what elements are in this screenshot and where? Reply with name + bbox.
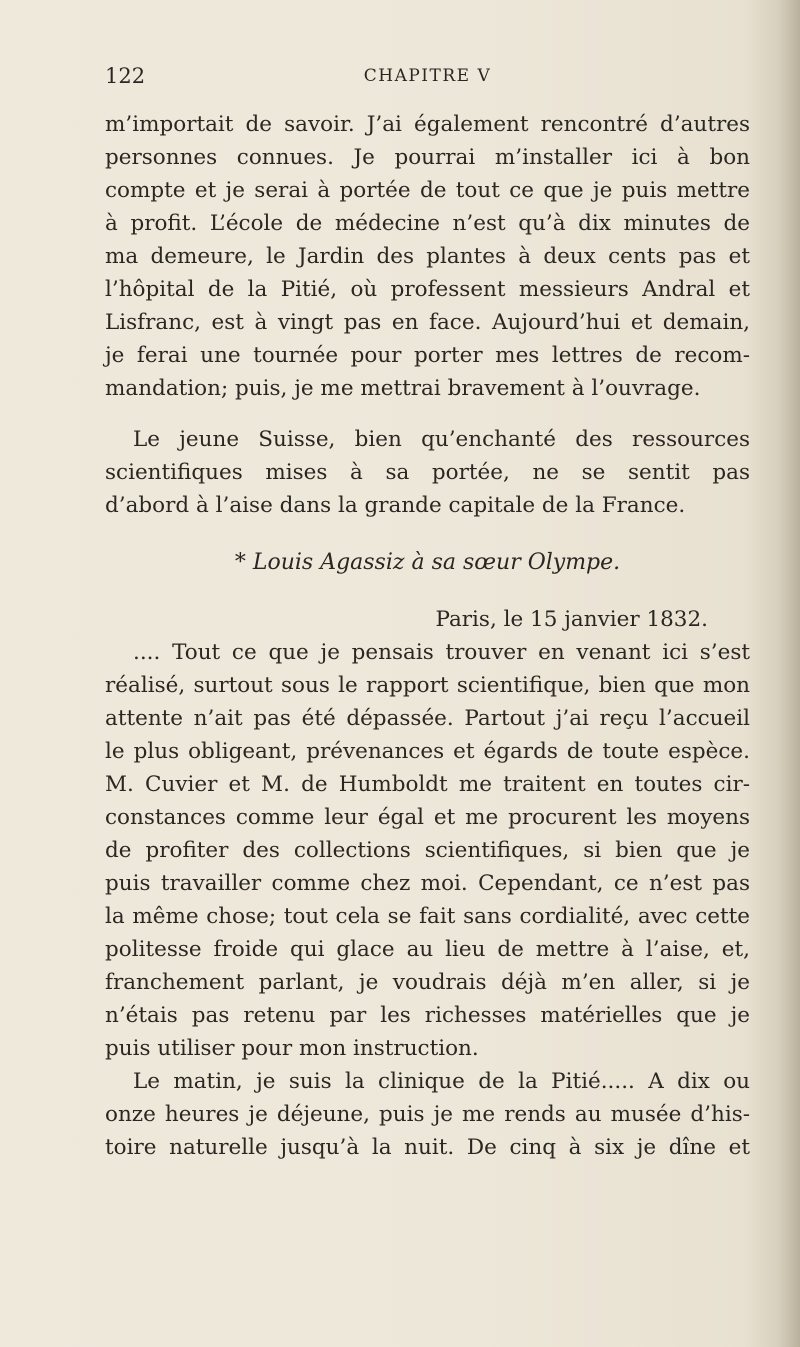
text-line: onze heures je déjeune, puis je me rends au musée d’his- (105, 1102, 750, 1127)
paragraph-4 (105, 1065, 750, 1164)
page-edge-shadow (778, 0, 800, 1347)
section-gap (105, 579, 750, 603)
text-line: M. Cuvier et M. de Humboldt me traitent en toutes cir- (105, 772, 750, 797)
text-line: n’étais pas retenu par les richesses matérielles que je (105, 1003, 750, 1028)
chapter-title: CHAPITRE V (363, 66, 492, 86)
paragraph-3 (105, 636, 750, 1065)
text-line: l’hôpital de la Pitié, où professent messieurs Andral et (105, 277, 750, 302)
text-line: .... Tout ce que je pensais trouver en venant ici s’est (133, 640, 750, 665)
paragraph-1 (105, 108, 750, 405)
letter-heading: * Louis Agassiz à sa sœur Olympe. (234, 550, 621, 575)
text-line: personnes connues. Je pourrai m’installer ici à bon (105, 145, 750, 170)
text-line: compte et je serai à portée de tout ce que je puis mettre (105, 178, 750, 203)
paragraph-gap (105, 405, 750, 423)
body-text (105, 108, 750, 1164)
text-line: de profiter des collections scientifiques, si bien que je (105, 838, 750, 863)
text-line: scientifiques mises à sa portée, ne se sentit pas (105, 460, 750, 485)
text-line: puis travailler comme chez moi. Cependant, ce n’est pas (105, 871, 750, 896)
letter-dateline: Paris, le 15 janvier 1832. (435, 607, 708, 632)
text-line: mandation; puis, je me mettrai bravement à l’ouvrage. (105, 376, 701, 401)
text-line: attente n’ait pas été dépassée. Partout j’ai reçu l’accueil (105, 706, 750, 731)
text-line: Lisfranc, est à vingt pas en face. Aujourd’hui et demain, (105, 310, 750, 335)
text-line: puis utiliser pour mon instruction. (105, 1036, 479, 1061)
text-line: politesse froide qui glace au lieu de mettre à l’aise, et, (105, 937, 750, 962)
paragraph-2 (105, 423, 750, 522)
text-line: la même chose; tout cela se fait sans cordialité, avec cette (105, 904, 750, 929)
page-number: 122 (105, 64, 146, 88)
section-gap (105, 522, 750, 546)
text-line: à profit. L’école de médecine n’est qu’à dix minutes de (105, 211, 750, 236)
text-line: franchement parlant, je voudrais déjà m’en aller, si je (105, 970, 750, 995)
running-head (105, 60, 750, 92)
text-line: Le matin, je suis la clinique de la Pitié..... A dix ou (133, 1069, 750, 1094)
text-line: ma demeure, le Jardin des plantes à deux cents pas et (105, 244, 750, 269)
text-line: m’importait de savoir. J’ai également rencontré d’autres (105, 112, 750, 137)
text-line: je ferai une tournée pour porter mes lettres de recom- (105, 343, 750, 368)
text-line: d’abord à l’aise dans la grande capitale de la France. (105, 493, 686, 518)
text-line: Le jeune Suisse, bien qu’enchanté des ressources (133, 427, 750, 452)
text-line: le plus obligeant, prévenances et égards de toute espèce. (105, 739, 750, 764)
text-line: toire naturelle jusqu’à la nuit. De cinq à six je dîne et (105, 1135, 750, 1160)
text-line: constances comme leur égal et me procurent les moyens (105, 805, 750, 830)
text-line: réalisé, surtout sous le rapport scientifique, bien que mon (105, 673, 750, 698)
